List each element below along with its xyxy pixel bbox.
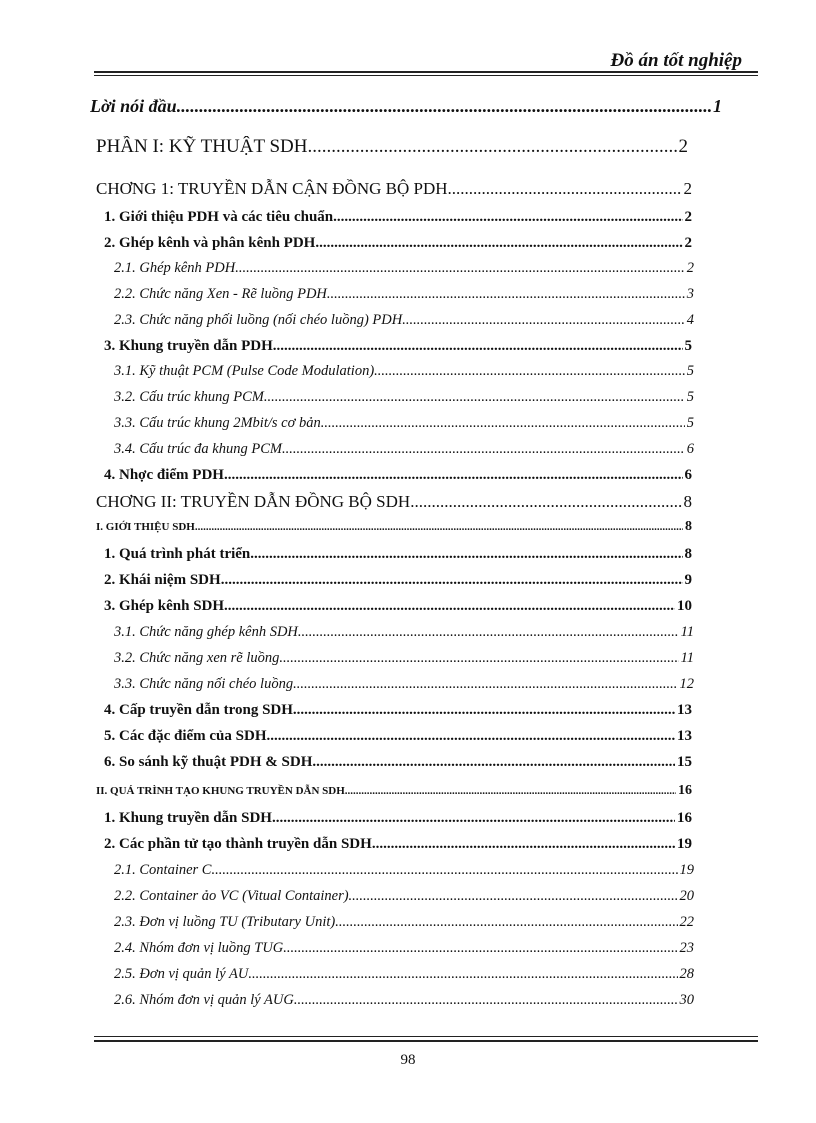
toc-entry[interactable] bbox=[114, 862, 694, 879]
toc-entry-title: 2.3. Chức năng phối luồng (nối chéo luồng) PDH bbox=[114, 312, 403, 328]
toc-entry-page: 19 bbox=[679, 862, 694, 878]
toc-entry[interactable] bbox=[104, 338, 692, 355]
toc-dot-leader bbox=[293, 676, 677, 693]
toc-dot-leader bbox=[273, 338, 683, 355]
toc-dot-leader bbox=[327, 286, 685, 303]
toc-entry-title: 3. Khung truyền dẫn PDH bbox=[104, 338, 273, 354]
toc-dot-leader bbox=[298, 624, 679, 641]
toc-dot-leader bbox=[279, 650, 678, 667]
toc-entry[interactable] bbox=[96, 783, 692, 799]
toc-entry-title: 3.1. Chức năng ghép kênh SDH bbox=[114, 624, 298, 640]
toc-entry-page: 11 bbox=[680, 624, 694, 640]
toc-dot-leader bbox=[402, 312, 685, 329]
toc-entry-title: 2. Các phần tử tạo thành truyền dẫn SDH bbox=[104, 836, 372, 852]
toc-dot-leader bbox=[307, 136, 676, 158]
toc-entry-page: 2 bbox=[683, 179, 692, 198]
toc-entry-title: 2.2. Container ảo VC (Vitual Container) bbox=[114, 888, 349, 904]
toc-entry-title: 1. Giới thiệu PDH và các tiêu chuẩn bbox=[104, 209, 334, 225]
toc-entry[interactable] bbox=[96, 519, 692, 535]
toc-entry[interactable] bbox=[104, 702, 692, 719]
toc-entry-page: 5 bbox=[686, 363, 694, 379]
toc-entry-title: 2.6. Nhóm đơn vị quản lý AUG bbox=[114, 992, 294, 1008]
toc-dot-leader bbox=[294, 992, 678, 1009]
toc-entry-page: 6 bbox=[686, 441, 694, 457]
toc-entry-title: 5. Các đặc điểm của SDH bbox=[104, 728, 267, 744]
toc-entry[interactable] bbox=[114, 992, 694, 1009]
toc-dot-leader bbox=[282, 441, 685, 458]
toc-entry-page: 4 bbox=[686, 312, 694, 328]
toc-entry-page: 2 bbox=[684, 235, 692, 251]
toc-dot-leader bbox=[267, 728, 676, 745]
toc-entry-title: 4. Cấp truyền dẫn trong SDH bbox=[104, 702, 293, 718]
toc-dot-leader bbox=[250, 546, 682, 563]
toc-entry-title: 3.3. Cấu trúc khung 2Mbit/s cơ bản bbox=[114, 415, 321, 431]
toc-entry-page: 2 bbox=[686, 260, 694, 276]
toc-entry-page: 10 bbox=[677, 598, 692, 614]
toc-entry[interactable] bbox=[114, 415, 694, 432]
toc-dot-leader bbox=[264, 389, 685, 406]
toc-entry-title: 3.1. Kỹ thuật PCM (Pulse Code Modulation) bbox=[114, 363, 375, 379]
toc-entry[interactable] bbox=[104, 754, 692, 771]
toc-dot-leader bbox=[315, 235, 682, 252]
toc-entry[interactable] bbox=[114, 441, 694, 458]
toc-entry-title: II. QUÁ TRÌNH TẠO KHUNG TRUYỀN DẪN SDH bbox=[96, 785, 345, 797]
footer-rule-thin bbox=[94, 1036, 758, 1037]
toc-entry[interactable] bbox=[114, 966, 694, 983]
toc-dot-leader bbox=[211, 862, 677, 879]
header-rule bbox=[94, 71, 758, 73]
toc-entry-title: 3.4. Cấu trúc đa khung PCM bbox=[114, 441, 282, 457]
toc-dot-leader bbox=[321, 415, 685, 432]
toc-entry-page: 12 bbox=[679, 676, 694, 692]
toc-dot-leader bbox=[248, 966, 677, 983]
toc-entry-page: 13 bbox=[677, 728, 692, 744]
toc-dot-leader bbox=[283, 940, 677, 957]
toc-dot-leader bbox=[195, 521, 683, 533]
toc-entry[interactable] bbox=[104, 810, 692, 827]
footer-rule bbox=[94, 1040, 758, 1042]
toc-dot-leader bbox=[410, 492, 681, 512]
toc-entry-title: Lời nói đầu bbox=[90, 96, 177, 116]
toc-entry-title: CHƠNG 1: TRUYỀN DẪN CẬN ĐỒNG BỘ PDH bbox=[96, 179, 448, 198]
toc-entry-page: 5 bbox=[686, 389, 694, 405]
toc-entry[interactable] bbox=[114, 260, 694, 277]
toc-entry[interactable] bbox=[104, 728, 692, 745]
toc-entry[interactable] bbox=[114, 312, 694, 329]
toc-entry-title: 1. Quá trình phát triển bbox=[104, 546, 251, 562]
toc-entry-page: 15 bbox=[677, 754, 692, 770]
toc-entry-title: 2.2. Chức năng Xen - Rẽ luồng PDH bbox=[114, 286, 327, 302]
toc-entry-page: 9 bbox=[684, 572, 692, 588]
toc-entry[interactable] bbox=[114, 676, 694, 693]
toc-entry-page: 1 bbox=[713, 96, 722, 116]
toc-entry-title: 2. Khái niệm SDH bbox=[104, 572, 221, 588]
header-title: Đồ án tốt nghiệp bbox=[610, 50, 742, 71]
toc-entry[interactable] bbox=[104, 209, 692, 226]
toc-entry-title: 3.2. Chức năng xen rẽ luồng bbox=[114, 650, 280, 666]
toc-dot-leader bbox=[374, 363, 685, 380]
toc-dot-leader bbox=[177, 96, 711, 117]
toc-entry[interactable] bbox=[104, 467, 692, 484]
toc-entry-page: 6 bbox=[684, 467, 692, 483]
toc-entry-page: 5 bbox=[686, 415, 694, 431]
page-number: 98 bbox=[400, 1052, 416, 1068]
toc-entry[interactable] bbox=[114, 940, 694, 957]
toc-entry[interactable] bbox=[104, 235, 692, 252]
toc-dot-leader bbox=[335, 914, 677, 931]
toc-entry-page: 23 bbox=[679, 940, 694, 956]
toc-dot-leader bbox=[221, 572, 683, 589]
toc-entry-title: 2.3. Đơn vị luồng TU (Tributary Unit) bbox=[114, 914, 336, 930]
toc-dot-leader bbox=[345, 785, 676, 797]
toc-entry[interactable] bbox=[114, 363, 694, 380]
toc-entry[interactable] bbox=[114, 650, 694, 667]
toc-entry-title: 4. Nhợc điểm PDH bbox=[104, 467, 224, 483]
header-rule-thin bbox=[94, 75, 758, 76]
toc-entry-page: 28 bbox=[679, 966, 694, 982]
toc-entry[interactable] bbox=[114, 624, 694, 641]
toc-entry[interactable] bbox=[90, 96, 722, 117]
toc-dot-leader bbox=[272, 810, 675, 827]
toc-dot-leader bbox=[372, 836, 675, 853]
toc-entry-title: 3.3. Chức năng nối chéo luồng bbox=[114, 676, 294, 692]
toc-dot-leader bbox=[448, 179, 682, 199]
toc-entry-page: 2 bbox=[678, 136, 688, 157]
toc-dot-leader bbox=[293, 702, 675, 719]
toc-entry-title: 2. Ghép kênh và phân kênh PDH bbox=[104, 235, 316, 251]
toc-dot-leader bbox=[224, 467, 683, 484]
toc-entry[interactable] bbox=[104, 836, 692, 853]
toc-entry[interactable] bbox=[96, 492, 692, 512]
toc-entry-title: 1. Khung truyền dẫn SDH bbox=[104, 810, 272, 826]
toc-entry-page: 22 bbox=[679, 914, 694, 930]
toc-entry-page: 8 bbox=[683, 492, 692, 511]
toc-entry-page: 16 bbox=[677, 810, 692, 826]
toc-entry-title: CHƠNG II: TRUYỀN DẪN ĐỒNG BỘ SDH bbox=[96, 492, 411, 511]
toc-entry-page: 13 bbox=[677, 702, 692, 718]
toc-entry[interactable] bbox=[114, 286, 694, 303]
toc-entry-page: 19 bbox=[677, 836, 692, 852]
toc-entry-page: 20 bbox=[679, 888, 694, 904]
toc-entry[interactable] bbox=[114, 389, 694, 406]
toc-dot-leader bbox=[224, 598, 675, 615]
toc-entry-page: 8 bbox=[684, 546, 692, 562]
toc-entry-title: 3.2. Cấu trúc khung PCM bbox=[114, 389, 264, 405]
toc-entry-page: 16 bbox=[678, 783, 692, 798]
toc-entry-title: 6. So sánh kỹ thuật PDH & SDH bbox=[104, 754, 313, 770]
toc-dot-leader bbox=[349, 888, 678, 905]
toc-entry-page: 5 bbox=[684, 338, 692, 354]
toc-entry-title: 2.4. Nhóm đơn vị luồng TUG bbox=[114, 940, 284, 956]
toc-entry[interactable] bbox=[104, 572, 692, 589]
toc-entry-page: 30 bbox=[679, 992, 694, 1008]
toc-entry[interactable] bbox=[104, 598, 692, 615]
toc-entry-title: 2.5. Đơn vị quản lý AU bbox=[114, 966, 249, 982]
toc-entry-page: 2 bbox=[684, 209, 692, 225]
toc-entry[interactable] bbox=[96, 179, 692, 199]
toc-entry-title: 2.1. Container C bbox=[114, 862, 212, 878]
toc-entry-page: 8 bbox=[685, 519, 692, 534]
toc-entry-page: 11 bbox=[680, 650, 694, 666]
toc-entry[interactable] bbox=[104, 546, 692, 563]
toc-dot-leader bbox=[235, 260, 685, 277]
toc-entry-title: 2.1. Ghép kênh PDH bbox=[114, 260, 236, 276]
toc-entry[interactable] bbox=[114, 888, 694, 905]
toc-dot-leader bbox=[333, 209, 682, 226]
toc-entry-title: PHẦN I: KỸ THUẬT SDH bbox=[96, 136, 308, 157]
toc-entry-title: 3. Ghép kênh SDH bbox=[104, 598, 225, 614]
toc-entry-title: I. GIỚI THIỆU SDH bbox=[96, 521, 195, 533]
toc-entry-page: 3 bbox=[686, 286, 694, 302]
toc-dot-leader bbox=[312, 754, 675, 771]
toc-entry[interactable] bbox=[96, 136, 688, 158]
toc-entry[interactable] bbox=[114, 914, 694, 931]
